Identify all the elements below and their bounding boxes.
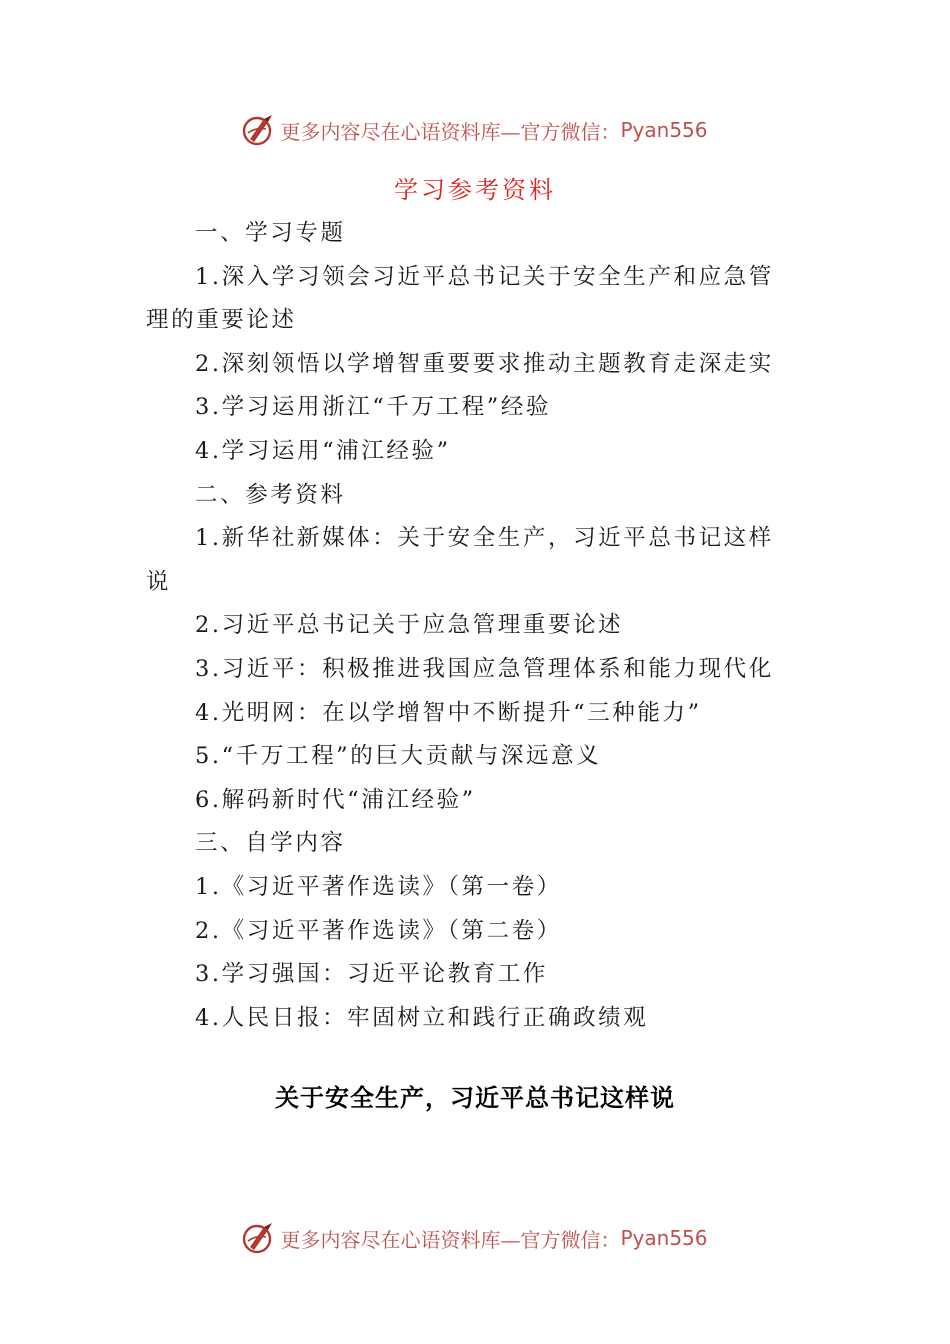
list-item: 2.深刻领悟以学增智重要要求推动主题教育走深走实 xyxy=(195,350,774,377)
watermark-text: 更多内容尽在心语资料库—官方微信： xyxy=(280,119,621,144)
document-body xyxy=(146,212,796,1040)
pen-logo-icon xyxy=(242,113,276,147)
list-item: 1.新华社新媒体：关于安全生产，习近平总书记这样 xyxy=(195,525,774,552)
list-item: 2.习近平总书记关于应急管理重要论述 xyxy=(195,612,624,639)
section-heading-self-study: 三、自学内容 xyxy=(195,830,346,857)
document-title: 学习参考资料 xyxy=(394,176,556,204)
list-item: 3.习近平：积极推进我国应急管理体系和能力现代化 xyxy=(195,655,774,682)
list-item-continuation: 理的重要论述 xyxy=(146,307,297,334)
list-item: 1.《习近平著作选读》（第一卷） xyxy=(195,873,562,900)
watermark-wechat-id: Pyan556 xyxy=(620,118,708,142)
list-item: 3.学习强国：习近平论教育工作 xyxy=(195,961,548,988)
watermark-banner-bottom xyxy=(0,1218,950,1258)
list-item: 1.深入学习领会习近平总书记关于安全生产和应急管 xyxy=(195,263,774,290)
article-title: 关于安全生产，习近平总书记这样说 xyxy=(275,1083,675,1112)
section-heading-references: 二、参考资料 xyxy=(195,481,346,508)
watermark-text: 更多内容尽在心语资料库—官方微信： xyxy=(280,1227,621,1252)
list-item: 4.人民日报：牢固树立和践行正确政绩观 xyxy=(195,1004,649,1031)
pen-logo-icon xyxy=(242,1221,276,1255)
watermark-wechat-id: Pyan556 xyxy=(620,1226,708,1250)
list-item: 3.学习运用浙江“千万工程”经验 xyxy=(195,394,552,421)
section-heading-topics: 一、学习专题 xyxy=(195,220,346,246)
list-item: 5.“千万工程”的巨大贡献与深远意义 xyxy=(195,743,602,770)
list-item: 2.《习近平著作选读》（第二卷） xyxy=(195,917,562,944)
list-item-continuation: 说 xyxy=(146,568,172,595)
watermark-banner-top xyxy=(0,110,950,150)
list-item: 4.学习运用“浦江经验” xyxy=(195,437,451,464)
list-item: 6.解码新时代“浦江经验” xyxy=(195,786,476,813)
list-item: 4.光明网：在以学增智中不断提升“三种能力” xyxy=(195,699,702,726)
